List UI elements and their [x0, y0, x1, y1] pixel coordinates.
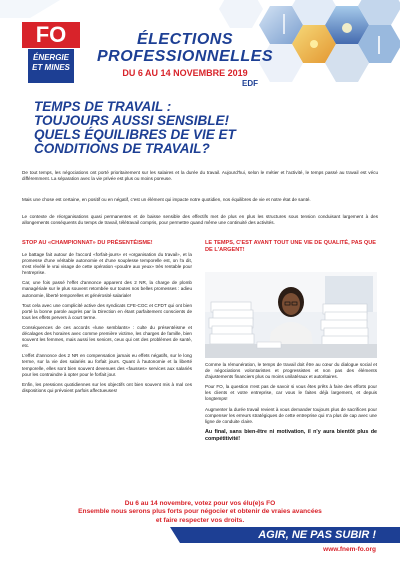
website-link[interactable]: www.fnem-fo.org — [323, 546, 376, 553]
headline-line1: TEMPS DE TRAVAIL : — [34, 99, 172, 114]
intro-paragraph-3 — [22, 214, 378, 226]
left-p1: Le battage fait autour de l'accord «forfait-jours» et «organisation du travail», et la promesse d'une véritable autonomie et d'une souplesse temporelle est, on l'a dit, s'est révélé le vrai visage de cette opération «poudre aux yeux» très rentable pour l'entreprise. — [22, 252, 192, 276]
logo-line1: ÉNERGIE — [32, 53, 69, 62]
intro-p3: Le contexte de réorganisations quasi permanentes et de baisse sensible des effectifs met de plus en plus les structures sous tension conduisant largement à des allongements conséquents du temps de travail, télétravail compris, pour permettre quand même une continuité des activités. — [22, 214, 378, 226]
logo-line2: ET MINES — [32, 63, 70, 72]
left-p2: Car, une fois passé l'effet d'annonce apparent des 2 NR, la charge de plomb managériale sur le plus souvent retombée sur toutes nos belles promesses : adieu autonomie, liberté temporelles et générosité salariale! — [22, 280, 192, 298]
headline-line4: CONDITIONS DE TRAVAIL? — [34, 141, 210, 156]
title-line1: ÉLECTIONS — [136, 31, 234, 48]
right-p1: Comme la rémunération, le temps de travail doit être au cœur du dialogue social et de négociations volontaristes et progressistes et non pas des éléments d'ajustements financiers plus ou moins unilatéraux et autoritaires. — [205, 362, 377, 380]
right-p4: Au final, sans bien-être ni motivation, il n'y aura bientôt plus de compétitivité! — [205, 428, 377, 442]
intro-p1: De tout temps, les négociations ont porté prioritairement sur les salaires et la durée du travail. Aujourd'hui, selon le métier et l'activité, le temps passé au travail est vécu différemment. La séparation avec la vie privée est plus ou moins poreuse. — [22, 170, 378, 182]
intro-p2: Mais une chose est certaine, en positif ou en négatif, c'est un élément qui impacte notre quotidien, nos équilibres de vie et notre état de santé. — [22, 197, 311, 202]
election-dates: DU 6 AU 14 NOVEMBRE 2019 — [122, 68, 248, 78]
logo-subtitle — [28, 49, 74, 83]
right-column-heading: LE TEMPS, C'EST AVANT TOUT UNE VIE DE QUALITÉ, PAS QUE DE L'ARGENT! — [205, 240, 377, 253]
left-p6: Enfin, les pressions quotidiennes sur les objectifs ont bien souvent mis à mal ces dispositions qui prévoient parfois affectueuses! — [22, 381, 192, 393]
right-p3: Augmenter la durée travail revient à vous demander toujours plus de sacrifices pour compenser les erreurs stratégiques de cette entreprise qui n'a plus de cap avec une ligne de conduite claire. — [205, 406, 377, 424]
slogan-band: AGIR, NE PAS SUBIR ! — [180, 527, 400, 543]
logo-brand: FO — [22, 22, 80, 48]
headline-line3: QUELS ÉQUILIBRES DE VIE ET — [34, 127, 236, 142]
cta-line3: et faire respecter vos droits. — [155, 516, 245, 524]
left-p3: Tout cela avec une complicité active des syndicats CFE-CGC et CFDT qui ont bien porté la bonne parole auprès par la Direction en étant parfaitement conscients de tous les effets pervers à court terme. — [22, 302, 192, 320]
call-to-vote — [0, 500, 400, 525]
left-column-heading: STOP AU «CHAMPIONNAT» DU PRÉSENTÉISME! — [22, 240, 153, 246]
right-column — [205, 362, 377, 446]
election-title — [90, 32, 280, 88]
intro-paragraph-1 — [22, 170, 378, 182]
right-p2: Pour FO, la question n'est pas de savoir si vous êtes prêts à faire des efforts pour les clients et votre entreprise, car vous le faites déjà largement, et depuis longtemps! — [205, 384, 377, 402]
header-banner — [0, 0, 400, 92]
left-column — [22, 252, 192, 398]
cta-line2: Ensemble nous serons plus forts pour négocier et obtenir de vraies avancées — [78, 508, 322, 516]
title-line2: PROFESSIONNELLES — [96, 48, 274, 65]
headline-line2: TOUJOURS AUSSI SENSIBLE! — [34, 113, 230, 128]
cta-line1: Du 6 au 14 novembre, votez pour vos élu(e)s FO — [124, 500, 276, 507]
company-name: EDF — [242, 79, 258, 88]
left-p4: Conséquences de ces accords «lune semblants» : culte du présentéisme et décalages des horaires avec comme première victime, les charges de famille, bien souvent les femmes, mais aussi les seniors, ceux qui ont des problèmes de santé, etc. — [22, 324, 192, 349]
fo-logo — [22, 22, 80, 84]
left-p5: L'effet d'annonce des 2 NR en compensation jamais eu effets négatifs, sur le long terme, sur la vie des salariés au forfait jours. Quant à l'autonomie et la liberté temporelle, elles sont bien souvent devenues des «fausses» services aux salariés pour les contraindre à opter pour le forfait jour. — [22, 353, 192, 377]
main-headline — [34, 100, 374, 156]
intro-paragraph-2 — [22, 197, 378, 203]
office-worker-photo — [205, 272, 377, 358]
